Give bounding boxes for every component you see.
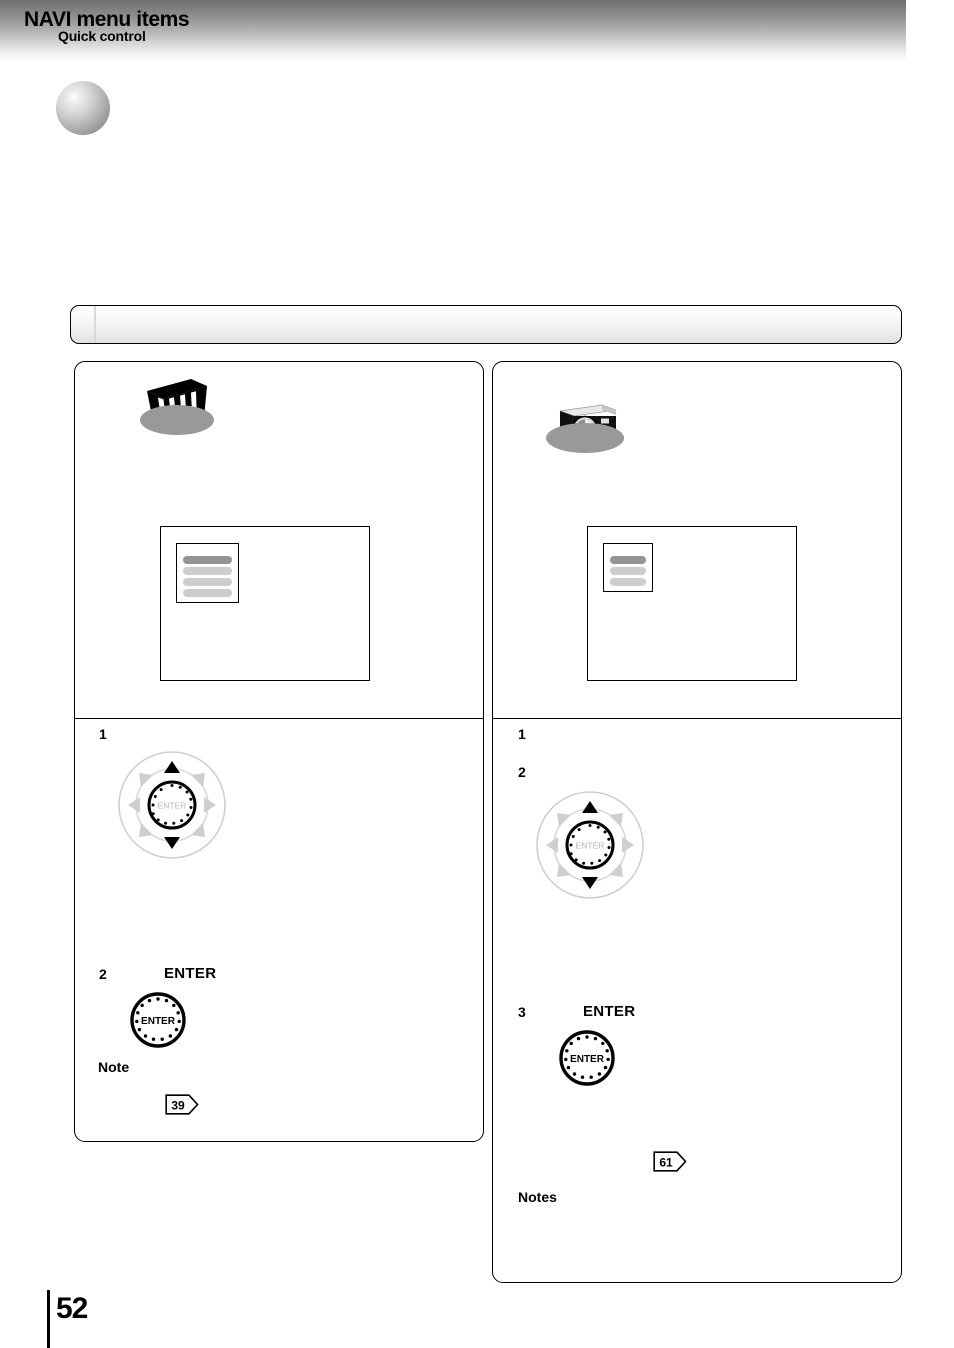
arrow-down-icon — [164, 837, 180, 849]
page-reference-number: 39 — [171, 1098, 185, 1113]
step-number-left-2: 2 — [99, 966, 107, 982]
step-label-right-3: ENTER — [583, 1003, 636, 1020]
osd-menu-item — [610, 578, 646, 586]
arrow-down-right-icon — [191, 823, 205, 837]
osd-menu-item-selected — [610, 556, 646, 564]
step-number-right-3: 3 — [518, 1004, 526, 1020]
enter-button-left[interactable] — [127, 991, 189, 1054]
enter-button-right[interactable] — [556, 1029, 618, 1092]
note-heading-right: Notes — [518, 1189, 557, 1205]
osd-menu-item — [183, 578, 232, 586]
panel-divider — [75, 718, 483, 719]
osd-menu-item-selected — [183, 556, 232, 564]
enter-label: ENTER — [575, 840, 605, 851]
arrow-up-icon — [164, 761, 180, 773]
note-heading-left: Note — [98, 1059, 130, 1075]
page-reference-glyph — [165, 1094, 199, 1115]
running-header-title: Quick control — [58, 28, 146, 44]
arrow-right-icon — [622, 837, 634, 853]
arrow-left-icon — [546, 837, 558, 853]
page-number: 52 — [56, 1292, 88, 1325]
step-label-left-2: ENTER — [164, 965, 217, 982]
camera-icon — [544, 401, 628, 455]
arrow-down-icon — [582, 877, 598, 889]
page-title: NAVI menu items — [24, 8, 190, 31]
enter-button-glyph — [556, 1029, 618, 1087]
arrow-right-icon — [204, 797, 216, 813]
dpad-glyph — [534, 788, 646, 902]
arrow-up-left-icon — [557, 813, 571, 827]
osd-menu-item — [610, 567, 646, 575]
arrow-left-icon — [128, 797, 140, 813]
arrow-up-left-icon — [139, 773, 153, 787]
step-number-right-1: 1 — [518, 726, 526, 742]
section-bar-accent-rule — [94, 306, 96, 343]
decorative-sphere-icon — [56, 81, 110, 135]
dpad-glyph — [116, 748, 228, 862]
enter-label: ENTER — [157, 800, 187, 811]
section-title-bar — [70, 305, 902, 344]
enter-button-glyph — [127, 991, 189, 1049]
enter-button-label: ENTER — [141, 1016, 175, 1027]
step-number-right-2: 2 — [518, 764, 526, 780]
page-reference-badge-right[interactable] — [653, 1151, 687, 1177]
enter-button-label: ENTER — [570, 1054, 604, 1065]
osd-menu-box — [176, 543, 239, 603]
page-reference-number: 61 — [659, 1155, 673, 1170]
icon-shadow — [546, 423, 624, 453]
dpad-control-right[interactable] — [534, 788, 646, 907]
trash-can-icon — [134, 377, 220, 439]
arrow-up-right-icon — [609, 813, 623, 827]
osd-menu-item — [183, 589, 232, 597]
icon-shadow — [140, 405, 214, 435]
arrow-up-right-icon — [191, 773, 205, 787]
osd-menu-box — [603, 543, 653, 592]
arrow-down-left-icon — [557, 863, 571, 877]
folio-rule — [47, 1290, 50, 1348]
tv-screen-mockup-right — [587, 526, 797, 681]
step-number-left-1: 1 — [99, 726, 107, 742]
arrow-up-icon — [582, 801, 598, 813]
page-reference-badge-left[interactable] — [165, 1094, 199, 1120]
arrow-down-left-icon — [139, 823, 153, 837]
dpad-control-left[interactable] — [116, 748, 228, 867]
page-reference-glyph — [653, 1151, 687, 1172]
arrow-down-right-icon — [609, 863, 623, 877]
tv-screen-mockup-left — [160, 526, 370, 681]
osd-menu-item — [183, 567, 232, 575]
panel-divider — [493, 718, 901, 719]
